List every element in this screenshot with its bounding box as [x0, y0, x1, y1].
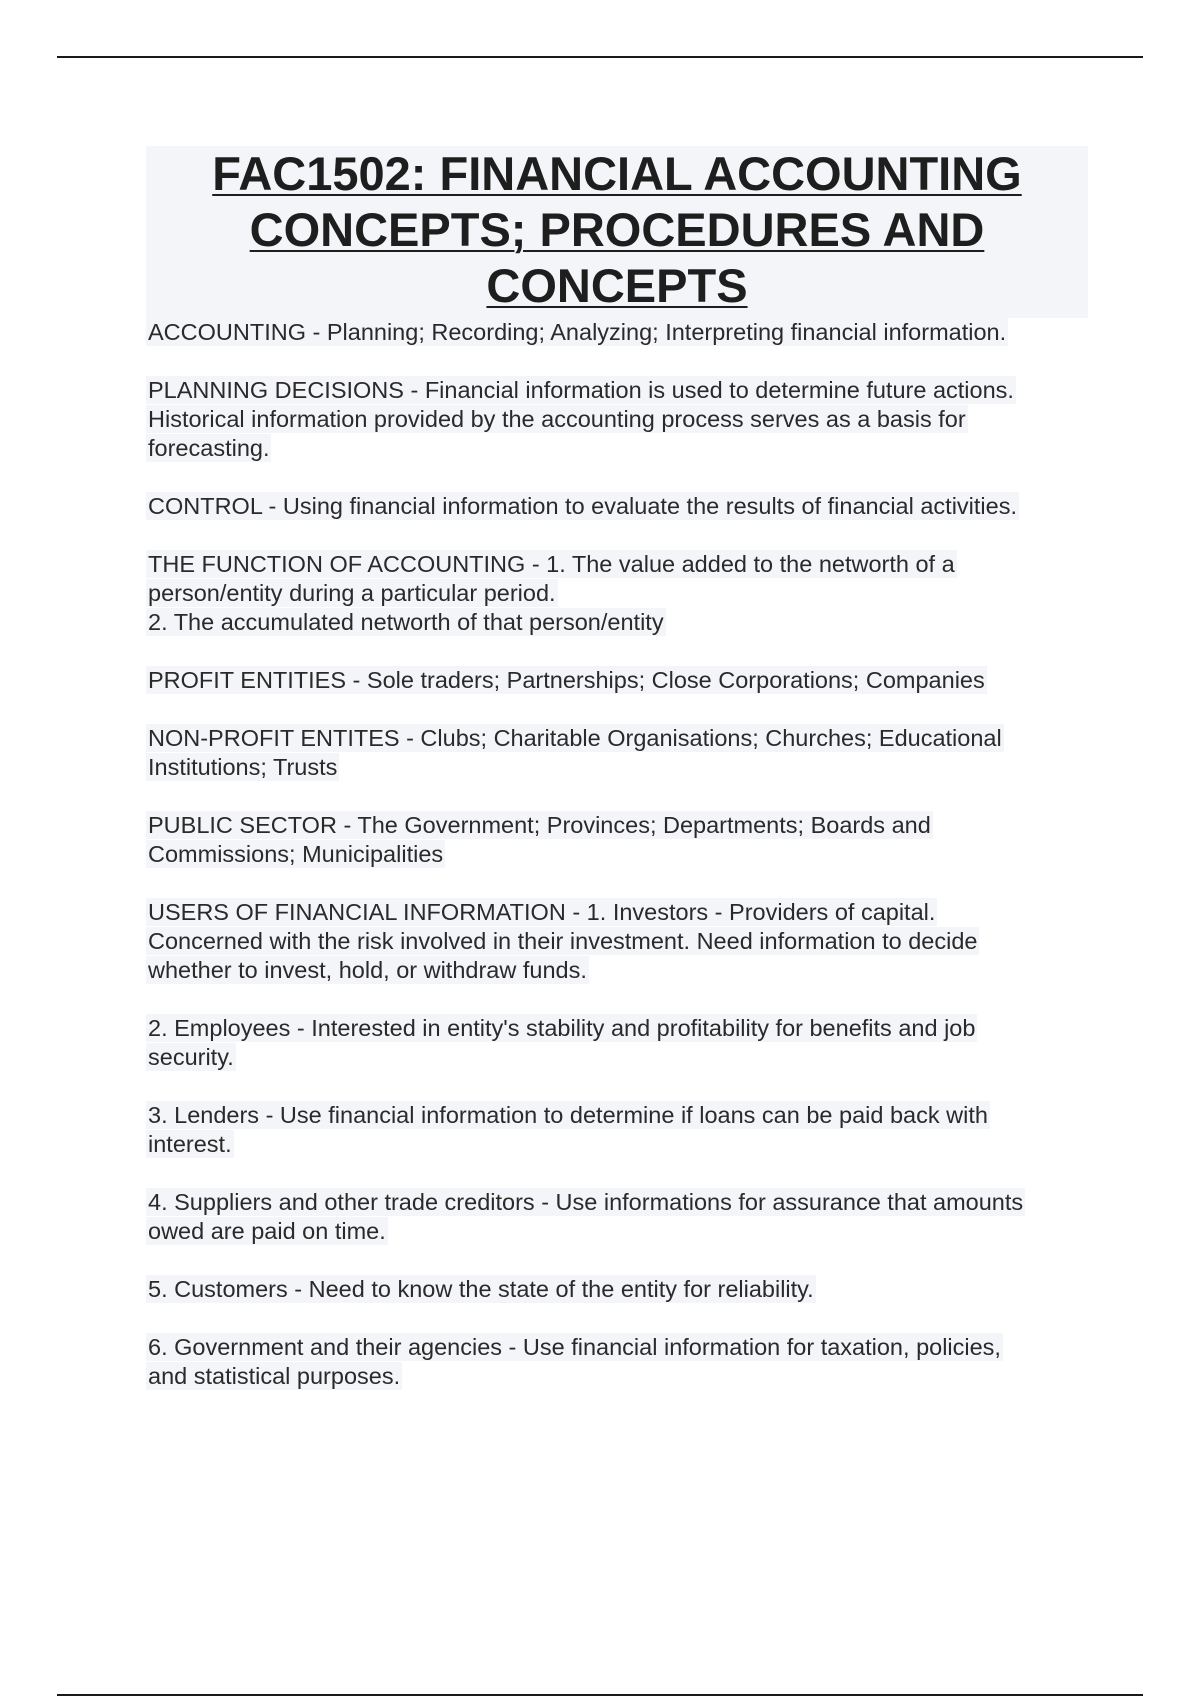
- definition-entry: [146, 550, 1088, 637]
- entry-line: Institutions; Trusts: [148, 754, 338, 780]
- paragraph-gap: [146, 1246, 1088, 1275]
- entry-line: 5. Customers - Need to know the state of the entity for reliability.: [148, 1276, 814, 1302]
- definition-entry: [146, 666, 1088, 695]
- definition-entry: [146, 1188, 1088, 1246]
- document-body: [146, 146, 1088, 1391]
- definition-entry: [146, 1014, 1088, 1072]
- entry-line: Concerned with the risk involved in their investment. Need information to decide: [148, 928, 978, 954]
- entry-line: person/entity during a particular period.: [148, 580, 556, 606]
- definition-entry: [146, 1275, 1088, 1304]
- definition-entry: [146, 492, 1088, 521]
- entry-line: interest.: [148, 1131, 232, 1157]
- definition-entry: [146, 724, 1088, 782]
- entry-line: whether to invest, hold, or withdraw funds.: [148, 957, 587, 983]
- entry-line: CONTROL - Using financial information to evaluate the results of financial activities.: [148, 493, 1018, 519]
- paragraph-gap: [146, 869, 1088, 898]
- definition-list: [146, 318, 1088, 1391]
- entry-line: forecasting.: [148, 435, 270, 461]
- paragraph-gap: [146, 463, 1088, 492]
- entry-line: 3. Lenders - Use financial information to determine if loans can be paid back with: [148, 1102, 988, 1128]
- entry-line: PROFIT ENTITIES - Sole traders; Partnerships; Close Corporations; Companies: [148, 667, 985, 693]
- entry-line: PLANNING DECISIONS - Financial information is used to determine future actions.: [148, 377, 1014, 403]
- entry-line: security.: [148, 1044, 234, 1070]
- paragraph-gap: [146, 1159, 1088, 1188]
- definition-entry: [146, 376, 1088, 463]
- entry-line: 4. Suppliers and other trade creditors - Use informations for assurance that amounts: [148, 1189, 1024, 1215]
- title-line: FAC1502: FINANCIAL ACCOUNTING: [212, 147, 1022, 200]
- paragraph-gap: [146, 637, 1088, 666]
- title-line: CONCEPTS; PROCEDURES AND: [249, 203, 985, 256]
- entry-line: NON-PROFIT ENTITES - Clubs; Charitable Organisations; Churches; Educational: [148, 725, 1002, 751]
- entry-line: Commissions; Municipalities: [148, 841, 444, 867]
- paragraph-gap: [146, 521, 1088, 550]
- entry-line: and statistical purposes.: [148, 1363, 401, 1389]
- definition-entry: [146, 811, 1088, 869]
- entry-line: 6. Government and their agencies - Use financial information for taxation, policies,: [148, 1334, 1001, 1360]
- paragraph-gap: [146, 347, 1088, 376]
- paragraph-gap: [146, 1072, 1088, 1101]
- definition-entry: [146, 318, 1088, 347]
- entry-line: THE FUNCTION OF ACCOUNTING - 1. The value added to the networth of a: [148, 551, 955, 577]
- paragraph-gap: [146, 1304, 1088, 1333]
- entry-line: PUBLIC SECTOR - The Government; Provinces; Departments; Boards and: [148, 812, 931, 838]
- entry-line: USERS OF FINANCIAL INFORMATION - 1. Investors - Providers of capital.: [148, 899, 936, 925]
- paragraph-gap: [146, 695, 1088, 724]
- entry-line: 2. The accumulated networth of that person/entity: [148, 609, 664, 635]
- paragraph-gap: [146, 782, 1088, 811]
- bottom-rule: [57, 1694, 1143, 1696]
- entry-line: owed are paid on time.: [148, 1218, 386, 1244]
- definition-entry: [146, 1101, 1088, 1159]
- definition-entry: [146, 1333, 1088, 1391]
- top-rule: [57, 56, 1143, 58]
- title-line: CONCEPTS: [486, 259, 748, 312]
- document-title: [146, 146, 1088, 318]
- entry-line: Historical information provided by the accounting process serves as a basis for: [148, 406, 966, 432]
- entry-line: ACCOUNTING - Planning; Recording; Analyzing; Interpreting financial information.: [148, 319, 1007, 345]
- definition-entry: [146, 898, 1088, 985]
- entry-line: 2. Employees - Interested in entity's stability and profitability for benefits and job: [148, 1015, 976, 1041]
- paragraph-gap: [146, 985, 1088, 1014]
